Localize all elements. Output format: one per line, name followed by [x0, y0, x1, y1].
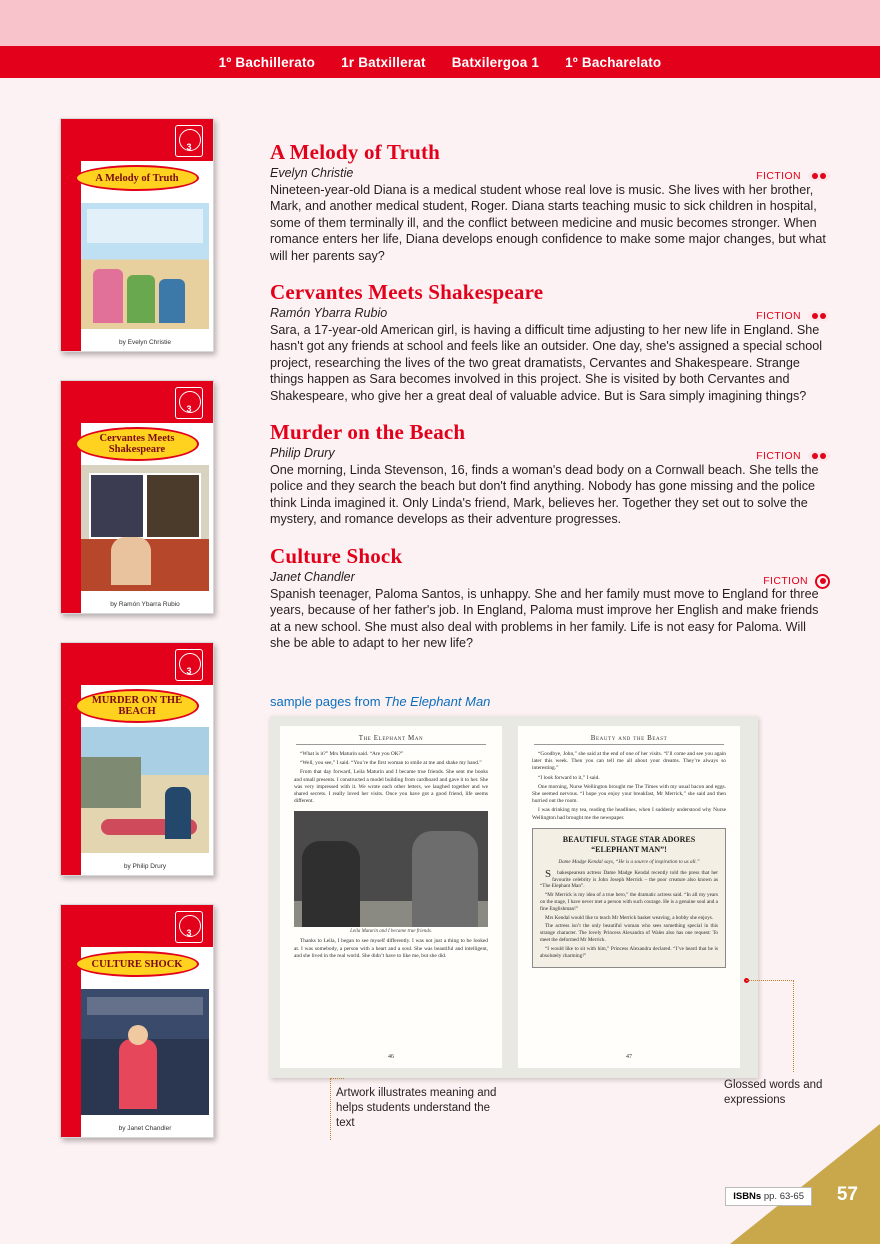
level-dots-icon — [808, 451, 830, 461]
paragraph: From that day forward, Leila Maturin and I became true friends. She sent me books and small presents. I constructed a model building from cardboard and gave it to her. She was very impressed with it. We wrote each other letters, we laughed together and we shared secrets. I really loved her visits. Once you have got a good friend, life seems different. — [294, 769, 488, 805]
news-paragraph: The actress isn’t the only beautiful woman who sees something special in this strange character. The lovely Princess Alexandra of Wales also has one request: To meet the deformed Mr Merrick. — [540, 923, 718, 943]
cover-spine — [61, 643, 81, 875]
page-number: 57 — [836, 1184, 858, 1205]
level-dots-icon — [808, 171, 830, 181]
cover-spine — [61, 119, 81, 351]
sample-pages-label — [270, 694, 490, 709]
news-paragraph: Mrs Kendal would like to teach Mr Merrick basket weaving, a hobby she enjoys. — [545, 914, 714, 921]
newspaper-article-box — [532, 828, 726, 969]
book-description: One morning, Linda Stevenson, 16, finds a woman's dead body on a Cornwall beach. She tells the police and they search the beach but don't find anything. Nobody has gone missing and the police think Linda imagined it. Only Linda's friend, Mark, believes her. Together they set out to solve the mystery, and romance develops as their adventure progresses. — [270, 463, 819, 527]
book-cover-culture-shock — [60, 904, 214, 1138]
genre-label: FICTION — [756, 450, 801, 463]
paragraph: I was drinking my tea, reading the headlines, when I suddenly understood why Nurse Wellington had brought me the newspaper. — [532, 807, 726, 821]
cover-title: CULTURE SHOCK — [75, 951, 199, 977]
left-page-body-cont — [294, 938, 488, 960]
cover-artwork — [81, 989, 209, 1115]
sample-page-right — [518, 726, 740, 1068]
gloss-leader-vertical — [793, 980, 794, 1072]
paragraph: “Well, you see,” I said. “You’re the first woman to smile at me and shake my hand.” — [300, 760, 482, 767]
paragraph: Thanks to Leila, I began to see myself differently. I was not just a thing to be looked at. I was somebody, a person with a heart and a soul. She was beautiful and intelligent, and she lived in the real world. She didn’t have to like me, but she did. — [294, 938, 488, 959]
sample-label-prefix: sample pages from — [270, 694, 385, 709]
level-list — [0, 46, 880, 78]
book-author: Evelyn Christie — [270, 166, 354, 180]
level-item-1: 1r Batxillerat — [341, 54, 426, 70]
cover-title: Cervantes Meets Shakespeare — [75, 427, 199, 461]
level-seal-number: 3 — [186, 666, 192, 676]
genre-tag — [756, 450, 830, 462]
book-title: Culture Shock — [270, 543, 403, 568]
genre-label: FICTION — [756, 170, 801, 182]
level-seal-number: 3 — [186, 142, 192, 152]
callout-artwork: Artwork illustrates meaning and helps students understand the text — [336, 1087, 497, 1129]
news-headline: BEAUTIFUL STAGE STAR ADORES “ELEPHANT MAN”! — [562, 834, 696, 854]
level-banner — [0, 46, 880, 78]
level-dots-icon — [808, 311, 830, 321]
book-entry-culture-shock — [270, 544, 830, 652]
cover-title: MURDER ON THE BEACH — [75, 689, 199, 723]
level-seal-number: 3 — [186, 928, 192, 938]
paragraph: “I look forward to it,” I said. — [538, 774, 600, 781]
news-paragraph: S hakespearean actress Dame Madge Kendal recently told the press that her favourite celebrity is John Joseph Merrick – the poor creature also known as “The Elephant Man”. — [540, 867, 718, 890]
sample-photo — [294, 811, 488, 927]
level-item-0: 1º Bachillerato — [218, 54, 316, 70]
book-entry-murder-on-the-beach — [270, 420, 830, 528]
right-page-body — [532, 751, 726, 822]
genre-tag — [756, 310, 830, 322]
level-seal-icon — [175, 125, 203, 157]
book-title: Cervantes Meets Shakespeare — [270, 280, 544, 305]
book-entry-a-melody-of-truth — [270, 140, 830, 264]
cover-author: by Janet Chandler — [118, 1125, 172, 1132]
cover-spine — [61, 381, 81, 613]
book-description: Nineteen-year-old Diana is a medical student whose real love is music. She lives with her brother, Mark, and another medical student, Roger. Diana starts teaching music to sick children in hospital, some of them terminally ill, and the conflict between medicine and music becomes stronger. When romance enters her life, Diana develops enough confidence to make some major changes, but what will her parents say? — [270, 183, 826, 263]
folio-right: 47 — [626, 1054, 632, 1060]
cover-artwork — [81, 203, 209, 329]
level-seal-icon — [175, 911, 203, 943]
book-author: Philip Drury — [270, 446, 335, 461]
cover-author: by Philip Drury — [123, 863, 167, 870]
level-seal-icon — [175, 649, 203, 681]
left-page-body — [294, 751, 488, 805]
genre-label: FICTION — [763, 575, 808, 588]
book-cover-murder-on-the-beach — [60, 642, 214, 876]
sample-spread — [270, 716, 758, 1078]
level-item-2: Batxilergoa 1 — [451, 54, 540, 70]
isbn-label: ISBNs — [733, 1191, 762, 1202]
folio-left: 46 — [388, 1054, 394, 1060]
level-seal-number: 3 — [186, 404, 192, 414]
artwork-leader-horizontal — [330, 1078, 344, 1079]
book-cover-a-melody-of-truth — [60, 118, 214, 352]
cover-author: by Ramón Ybarra Rubio — [110, 601, 180, 608]
level-ring-icon — [815, 574, 830, 589]
book-description: Spanish teenager, Paloma Santos, is unhappy. She and her family must move to England for three years, because of her father's job. In England, Paloma must improve her English and make friends at a new school. She must also deal with problems in her family. Life is not easy for Paloma. Will she be able to adapt to her new life? — [270, 586, 819, 650]
callout-glossed-words: Glossed words and expressions — [724, 1079, 823, 1106]
book-entry-cervantes-meets-shakespeare — [270, 280, 830, 404]
photo-caption: Leila Maturin and I became true friends. — [350, 929, 432, 935]
running-head-left: The Elephant Man — [358, 734, 424, 742]
genre-tag — [756, 170, 830, 182]
sample-page-left — [280, 726, 502, 1068]
news-paragraph: “I would like to sit with him,” Princess Alexandra declared. “I’ve heard that he is absolutely charming!” — [540, 945, 718, 959]
book-cover-column — [60, 118, 220, 1166]
book-cover-cervantes-meets-shakespeare — [60, 380, 214, 614]
running-head-right: Beauty and the Beast — [590, 734, 668, 742]
isbn-pages: pp. 63-65 — [761, 1191, 804, 1202]
cover-title: A Melody of Truth — [75, 165, 199, 191]
level-item-3: 1º Bacharelato — [565, 54, 662, 70]
artwork-leader-vertical — [330, 1078, 331, 1140]
header-rule — [534, 744, 724, 745]
isbn-reference — [725, 1187, 812, 1206]
cover-spine — [61, 905, 81, 1137]
genre-label: FICTION — [756, 310, 801, 323]
book-author: Ramón Ybarra Rubio — [270, 306, 388, 321]
book-description-list — [270, 140, 830, 667]
book-author: Janet Chandler — [270, 569, 355, 584]
gloss-leader-horizontal — [746, 980, 794, 981]
level-seal-icon — [175, 387, 203, 419]
book-title: A Melody of Truth — [270, 140, 441, 164]
cover-artwork — [81, 465, 209, 591]
genre-tag — [763, 574, 830, 589]
cover-artwork — [81, 727, 209, 853]
sample-label-title: The Elephant Man — [384, 694, 491, 709]
book-title: Murder on the Beach — [270, 420, 466, 445]
top-pink-band — [0, 0, 880, 46]
news-paragraph: “Mr Merrick is my idea of a true hero,” the dramatic actress said. “In all my years on the stage, I have never met a person with such courage. He is a genuine soul and a fine Englishman!” — [540, 892, 718, 912]
book-description: Sara, a 17-year-old American girl, is having a difficult time adjusting to her new life in England. She hasn't got any friends at school and feels like an outsider. One day, she's assigned a special school project, researching the lives of the two great dramatists, Cervantes and Shakespeare. Strange things happen as Sara becomes involved in this project. She is visited by both Cervantes and Shakespeare, who give her a great deal of valuable advice. But is Sara simply imagining things? — [270, 323, 823, 403]
paragraph: “What is it?” Mrs Maturin said. “Are you OK?” — [300, 751, 404, 757]
paragraph: One morning, Nurse Wellington brought me The Times with my usual bacon and eggs. She seemed nervous. “I hope you enjoy your breakfast, Mr Merrick,” she said and then hurried out the room. — [532, 783, 726, 805]
header-rule — [296, 744, 486, 745]
news-subhead: Dame Madge Kendal says, “He is a source of inspiration to us all.” — [558, 858, 700, 865]
cover-author: by Evelyn Christie — [118, 339, 172, 346]
paragraph: “Goodbye, John,” she said at the end of one of her visits. “I’ll come and see you again later this week. Then you can tell me all about your dreams. They’re always so interesting.” — [532, 751, 726, 772]
